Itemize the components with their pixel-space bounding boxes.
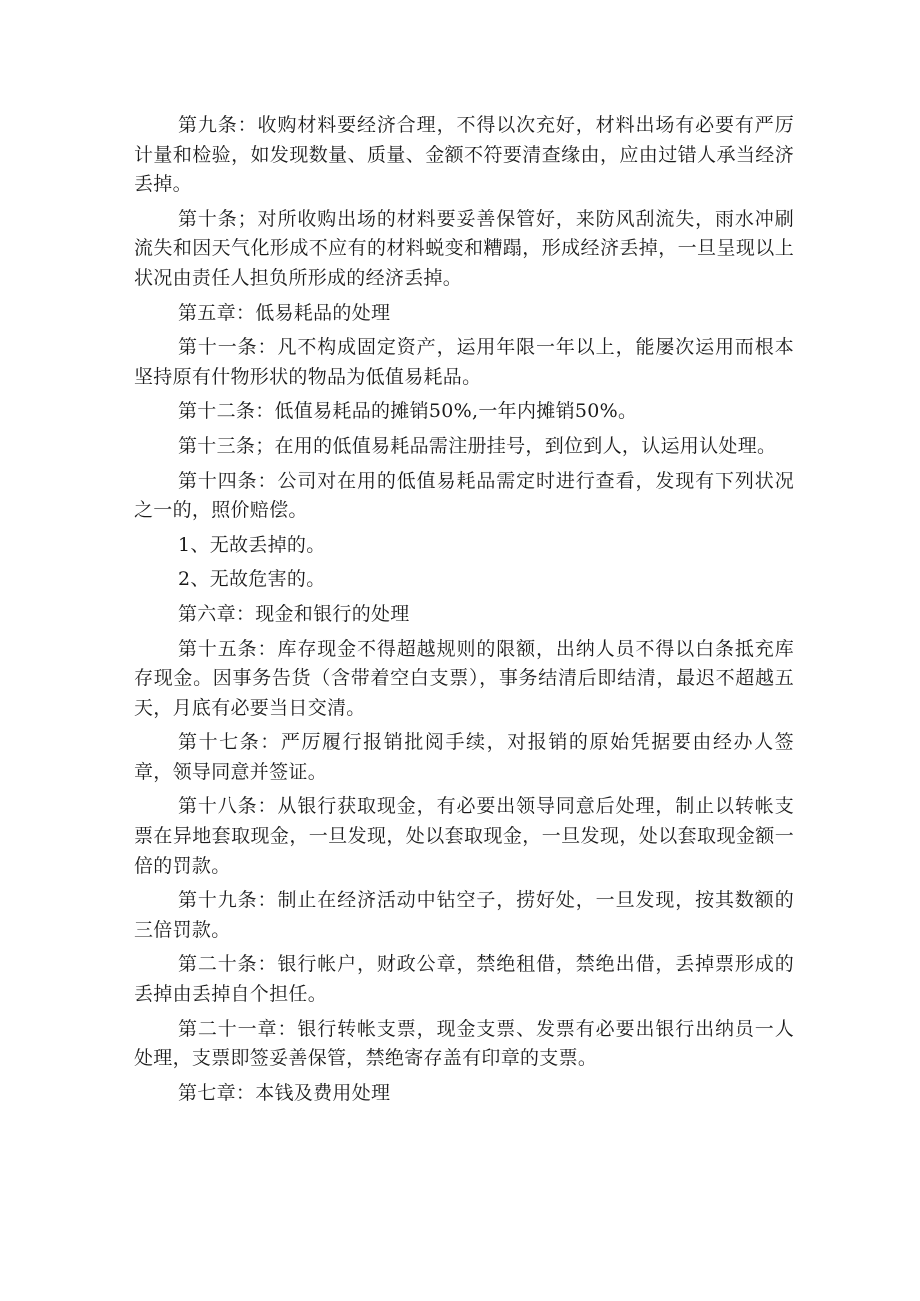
chapter-heading-7: 第七章：本钱及费用处理 [178,1081,391,1104]
paragraph-article-11: 第十一条：凡不构成固定资产，运用年限一年以上，能屡次运用而根本坚持原有什物形状的物品为低值易耗品。 [134,336,794,388]
paragraph-article-15: 第十五条：库存现金不得超越规则的限额，出纳人员不得以白条抵充库存现金。因事务告货（含带着空白支票），事务结清后即结清，最迟不超越五天，月底有必要当日交清。 [134,637,794,719]
list-item-1: 1、无故丢掉的。 [178,533,326,556]
paragraph-article-21: 第二十一章：银行转帐支票，现金支票、发票有必要出银行出纳员一人处理，支票即签妥善保管，禁绝寄存盖有印章的支票。 [134,1017,794,1070]
paragraph-article-14: 第十四条：公司对在用的低值易耗品需定时进行查看，发现有下列状况之一的，照价赔偿。 [134,469,794,522]
paragraph-article-12: 第十二条：低值易耗品的摊销50%,一年内摊销50%。 [178,400,638,423]
paragraph-article-9: 第九条：收购材料要经济合理，不得以次充好，材料出场有必要有严厉计量和检验，如发现数量、质量、金额不符要清查缘由，应由过错人承当经济丢掉。 [134,114,794,196]
chapter-heading-6: 第六章：现金和银行的处理 [178,602,410,625]
paragraph-article-19: 第十九条：制止在经济活动中钻空子，捞好处，一旦发现，按其数额的三倍罚款。 [134,889,794,941]
paragraph-article-10: 第十条；对所收购出场的材料要妥善保管好，来防风刮流失，雨水冲刷流失和因天气化形成不应有的材料蜕变和糟蹋，形成经济丢掉，一旦呈现以上状况由责任人担负所形成的经济丢掉。 [134,207,794,289]
list-item-2: 2、无故危害的。 [178,568,326,591]
paragraph-article-20: 第二十条：银行帐户，财政公章，禁绝租借，禁绝出借，丢掉票形成的丢掉由丢掉自个担任。 [134,953,794,1006]
paragraph-article-18: 第十八条：从银行获取现金，有必要出领导同意后处理，制止以转帐支票在异地套取现金，一旦发现，处以套取现金，一旦发现，处以套取现金额一倍的罚款。 [134,795,794,877]
chapter-heading-5: 第五章：低易耗品的处理 [178,301,391,324]
document-page [134,111,794,1113]
paragraph-article-13: 第十三条；在用的低值易耗品需注册挂号，到位到人，认运用认处理。 [178,434,777,457]
paragraph-article-17: 第十七条：严厉履行报销批阅手续，对报销的原始凭据要由经办人签章，领导同意并签证。 [134,731,794,783]
